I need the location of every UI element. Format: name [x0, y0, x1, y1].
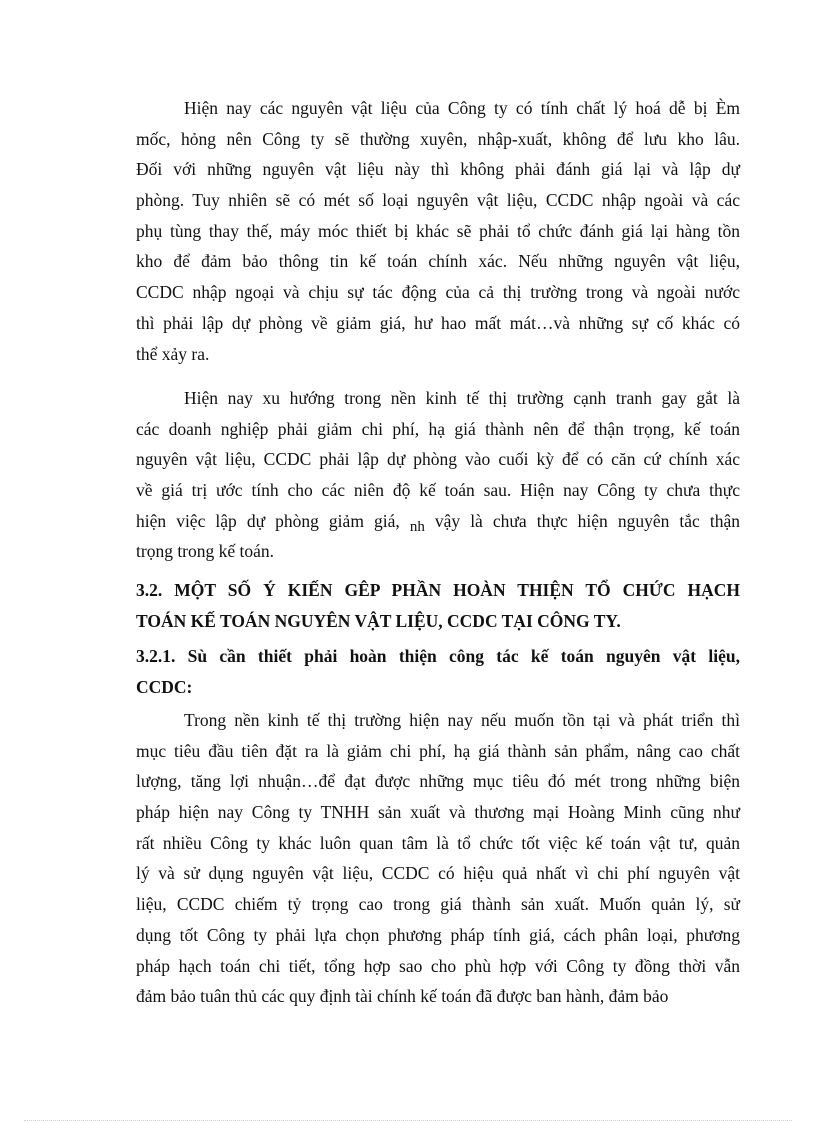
heading-line: TOÁN KẾ TOÁN NGUYÊN VẬT LIỆU, CCDC TẠI CÔNG TY.	[136, 610, 621, 631]
paragraph-line: trọng trong kế toán.	[136, 541, 275, 562]
paragraph-line-with-artifact	[136, 506, 740, 537]
line-start: hiện việc lập dự phòng giảm giá,	[136, 510, 410, 531]
paragraph-line: lượng, tăng lợi nhuận…để đạt được những mục tiêu đó mét trong những biện	[136, 771, 740, 792]
stray-text-nh: nh	[409, 518, 425, 535]
paragraph-line: các doanh nghiệp phải giảm chi phí, hạ giá thành nên để thận trọng, kế toán	[136, 418, 740, 439]
paragraph-line: CCDC nhập ngoại và chịu sự tác động của cả thị trường trong và ngoài nước	[136, 282, 740, 303]
heading-line: 3.2.1. Sù cần thiết phải hoàn thiện công tác kế toán nguyên vật liệu,	[136, 646, 740, 666]
paragraph-line: lý và sử dụng nguyên vật liệu, CCDC có hiệu quả nhất vì chi phí nguyên vật	[136, 863, 740, 884]
paragraph-line: mục tiêu đầu tiên đặt ra là giảm chi phí, hạ giá thành sản phẩm, nâng cao chất	[136, 740, 740, 761]
paragraph-line: thì phải lập dự phòng về giảm giá, hư hao mất mát…và những sự cố khác có	[136, 312, 740, 333]
section-heading-3-2	[136, 575, 740, 636]
paragraph-line: nguyên vật liệu, CCDC phải lập dự phòng vào cuối kỳ để có căn cứ chính xác	[136, 449, 740, 470]
paragraph-line: dụng tốt Công ty phải lựa chọn phương pháp tính giá, cách phân loại, phương	[136, 924, 740, 945]
paragraph-line: Trong nền kinh tế thị trường hiện nay nếu muốn tồn tại và phát triển thì	[184, 710, 740, 730]
heading-line: 3.2. MỘT SỐ Ý KIẾN GÊP PHẦN HOÀN THIỆN TỔ CHỨC HẠCH	[136, 580, 740, 600]
section-heading-3-2-1	[136, 641, 740, 702]
paragraph-line: pháp hiện nay Công ty TNHH sản xuất và thương mại Hoàng Minh cũng như	[136, 802, 740, 823]
line-end: vậy là chưa thực hiện nguyên tắc thận	[424, 510, 740, 531]
paragraph-line: Đối với những nguyên vật liệu này thì không phải đánh giá lại và lập dự	[136, 159, 740, 180]
paragraph-line: Hiện nay các nguyên vật liệu của Công ty có tính chất lý hoá dễ bị Èm	[184, 98, 740, 118]
paragraph-line: liệu, CCDC chiếm tỷ trọng cao trong giá thành sản xuất. Muốn quản lý, sử	[136, 894, 740, 915]
paragraph-line: mốc, hỏng nên Công ty sẽ thường xuyên, nhập-xuất, không để lưu kho lâu.	[136, 128, 740, 149]
paragraph-market-trend	[136, 383, 740, 567]
paragraph-line: Hiện nay xu hướng trong nền kinh tế thị trường cạnh tranh gay gắt là	[184, 388, 740, 408]
heading-line: CCDC:	[136, 676, 193, 697]
paragraph-line: phụ tùng thay thế, máy móc thiết bị khác sẽ phải tổ chức đánh giá lại hàng tồn	[136, 220, 740, 241]
paragraph-line: rất nhiều Công ty khác luôn quan tâm là tổ chức tốt việc kế toán vật tư, quản	[136, 832, 740, 853]
paragraph-line: kho để đảm bảo thông tin kế toán chính xác. Nếu những nguyên vật liệu,	[136, 251, 740, 272]
paragraph-line: về giá trị ước tính cho các niên độ kế toán sau. Hiện nay Công ty chưa thực	[136, 480, 740, 501]
page-bottom-divider	[24, 1120, 792, 1121]
paragraph-line: đảm bảo tuân thủ các quy định tài chính kế toán đã được ban hành, đảm bảo	[136, 986, 669, 1007]
paragraph-improvement-need	[136, 705, 740, 1012]
paragraph-line: thể xảy ra.	[136, 343, 210, 364]
paragraph-provisioning-need	[136, 93, 740, 369]
paragraph-line: phòng. Tuy nhiên sẽ có mét số loại nguyên vật liệu, CCDC nhập ngoài và các	[136, 190, 740, 211]
paragraph-line: pháp hạch toán chi tiết, tổng hợp sao cho phù hợp với Công ty đồng thời vẫn	[136, 955, 740, 976]
